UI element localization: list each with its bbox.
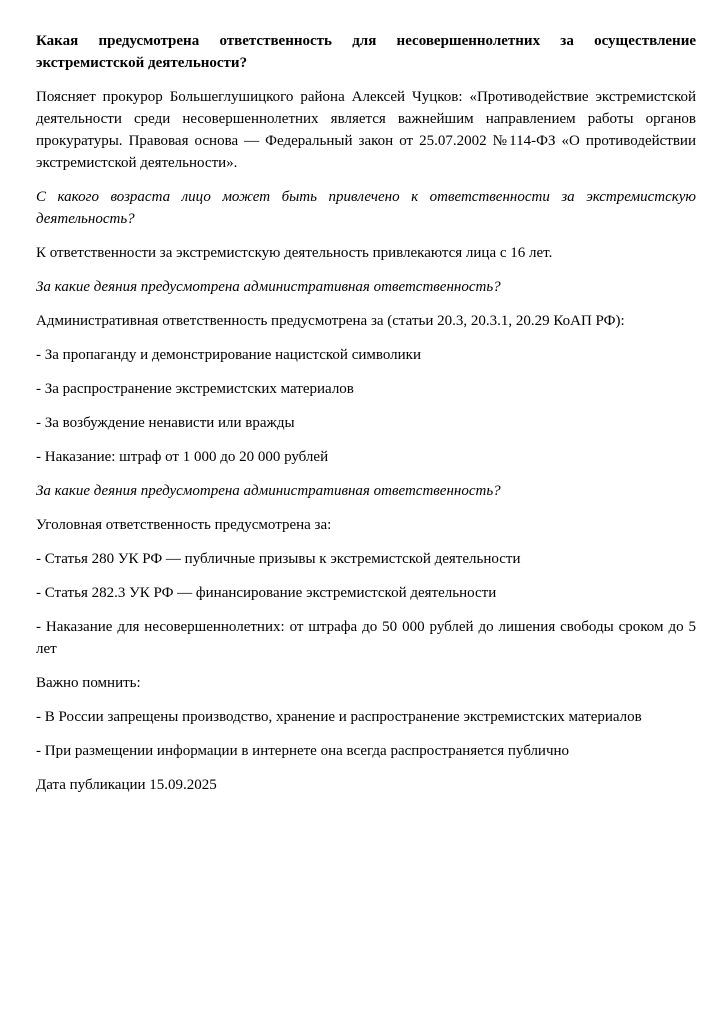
list-item-admin-penalty: - Наказание: штраф от 1 000 до 20 000 рублей — [36, 449, 329, 465]
list-item-article-280: - Статья 280 УК РФ — публичные призывы к экстремистской деятельности — [36, 551, 521, 567]
list-item-internet-public: - При размещении информации в интернете она всегда распространяется публично — [36, 743, 570, 759]
document-title: Какая предусмотрена ответственность для несовершеннолетних за осуществление экстремистской деятельности? — [36, 33, 696, 71]
question-admin-liability: За какие деяния предусмотрена административная ответственность? — [36, 279, 501, 295]
important-note-heading: Важно помнить: — [36, 675, 141, 691]
publication-date: Дата публикации 15.09.2025 — [36, 777, 217, 793]
list-item-criminal-penalty: - Наказание для несовершеннолетних: от штрафа до 50 000 рублей до лишения свободы сроком до 5 лет — [36, 619, 696, 657]
criminal-liability-intro: Уголовная ответственность предусмотрена за: — [36, 517, 332, 533]
list-item-nazi-symbols: - За пропаганду и демонстрирование нацистской символики — [36, 347, 421, 363]
list-item-incitement-hatred: - За возбуждение ненависти или вражды — [36, 415, 295, 431]
list-item-prohibited-production: - В России запрещены производство, хранение и распространение экстремистских материалов — [36, 709, 642, 725]
question-age: С какого возраста лицо может быть привлечено к ответственности за экстремистскую деятельность? — [36, 189, 696, 227]
answer-age: К ответственности за экстремистскую деятельность привлекаются лица с 16 лет. — [36, 245, 553, 261]
intro-paragraph: Поясняет прокурор Большеглушицкого района Алексей Чуцков: «Противодействие экстремистской деятельности среди несовершеннолетних является важнейшим направлением работы органов прокуратуры. Правовая основа — Федеральный закон от 25.07.2002 №114-ФЗ «О противодействии экстремистской деятельности». — [36, 89, 696, 171]
question-criminal-liability: За какие деяния предусмотрена административная ответственность? — [36, 483, 501, 499]
list-item-article-282-3: - Статья 282.3 УК РФ — финансирование экстремистской деятельности — [36, 585, 497, 601]
admin-liability-intro: Административная ответственность предусмотрена за (статьи 20.3, 20.3.1, 20.29 КоАП РФ): — [36, 313, 625, 329]
list-item-extremist-materials: - За распространение экстремистских материалов — [36, 381, 354, 397]
